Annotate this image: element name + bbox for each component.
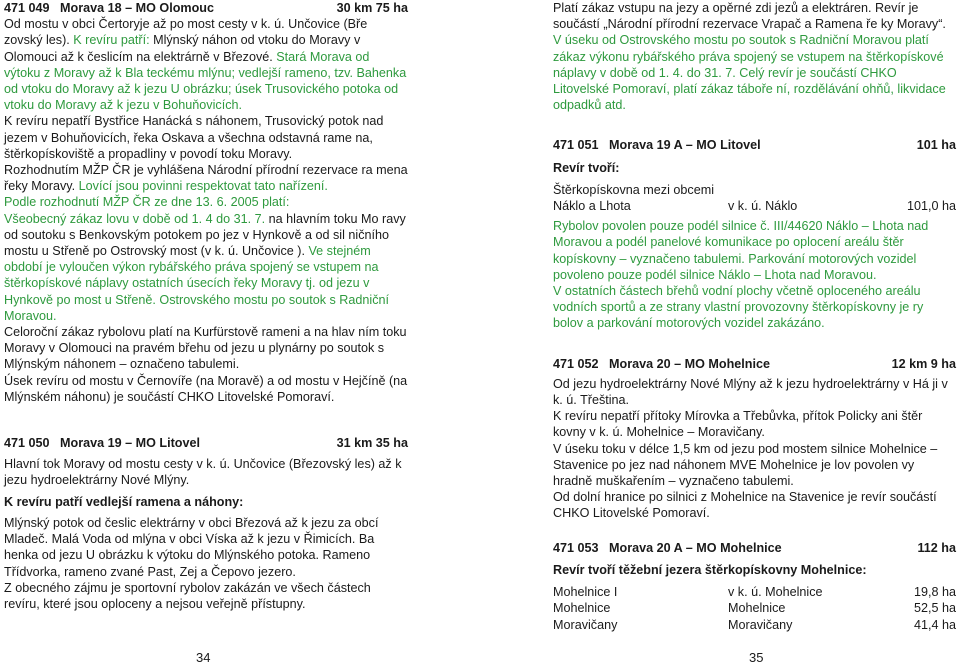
- section-471-049-year-ban: Celoroční zákaz rybolovu platí na Kurfürstově rameni a na hlav ním toku Moravy v Olomouci na pravém břehu od jezu u plynárny po soutok s Mlýnským náhonem – označeno tabulemi.: [4, 325, 407, 372]
- section-471-049-exclusions: K revíru nepatří Bystřice Hanácká s náhonem, Trusovický potok nad jezem v Bohuňovicích, řeka Oskava a všechna odstavná rame na, štěrkopískoviště a propadliny v povodí toku Moravy.: [4, 114, 384, 161]
- right-top-rules: Platí zákaz vstupu na jezy a opěrné zdi jezů a elektráren. Revír je součástí „Národní přírodní rezervace Vrapač a Ramena ře ky Moravy“. V úseku od Ostrovského mostu po soutok s Radniční Moravou platí zákaz výkonu rybářského práva spojený se vstupem na štěrkopískové náplavy v době od 1. 4. do 31. 7. Celý revír je součástí CHKO Litovelské Pomoraví, platí zákaz táboře ní, rozdělávání ohňů, likvidace odpadků atd.: [553, 1, 946, 113]
- section-471-052-body: Od jezu hydroelektrárny Nové Mlýny až k jezu hydroelektrárny v Há ji v k. ú. Třeština.: [553, 376, 948, 408]
- section-471-049-reserve: Rozhodnutím MŽP ČR je vyhlášena Národní přírodní rezervace ra mena řeky Moravy. Lovící jsou povinni respektovat tato nařízení.: [4, 163, 408, 194]
- section-471-050-heading: 471 050 Morava 19 – MO Litovel 31 km 35 ha: [4, 436, 408, 451]
- section-471-050-body: Hlavní tok Moravy od mostu cesty v k. ú. Unčovice (Březovský les) až k jezu hydroelektrárny Nové Mlýny.: [4, 457, 402, 488]
- section-471-049-chko: Úsek revíru od mostu v Černovíře (na Moravě) a od mostu v Hejčíně (na Mlýnském náhonu) je součástí CHKO Litovelské Pomoraví.: [4, 373, 408, 404]
- section-471-050-branches: Mlýnský potok od česlic elektrárny v obci Březová až k jezu za obcí Mladeč. Malá Voda od mlýna v obci Víska až k jezu v Řimicích. Ba henka od jezu U obrázku k výtoku do Mlýnského potoka. Rameno Třídvorka, rameno zvané Past, Zej a Čepovo jezero.: [4, 515, 379, 579]
- left-page-column: [4, 0, 408, 612]
- section-471-049-body: Od mostu v obci Čertoryje až po most cesty v k. ú. Unčovice (Bře zovský les). K revíru patří: Mlýnský náhon od vtoku do Moravy v Olomouci až k česlicím na elektrárně v Březové. Stará Morava od výtoku z Moravy až k Bla teckému mlýnu; vedlejší rameno, tzv. Bahenka od vtoku do Moravy až k jezu U obrázku; úsek Trusovického potoka od vtoku do Moravy až k jezu v Bohuňovicích.: [4, 17, 407, 113]
- lake-row: Moravičany Moravičany 41,4 ha: [553, 617, 956, 632]
- section-471-049-heading: 471 049 Morava 18 – MO Olomouc 30 km 75 ha: [4, 1, 408, 15]
- section-471-050-note: Z obecného zájmu je sportovní rybolov zakázán ve všech částech revíru, které jsou oploceny a nejsou veřejně přístupny.: [4, 580, 371, 611]
- section-471-053-heading: 471 053 Morava 20 A – MO Mohelnice 112 ha: [553, 540, 956, 555]
- section-471-052-exclusions: K revíru nepatří přítoky Mírovka a Třebůvka, přítok Policky ani štěr kovny v k. ú. Mohelnice – Moravičany.: [553, 409, 923, 440]
- section-471-051-prohibition: V ostatních částech břehů vodní plochy včetně oploceného areálu vodních sportů a ze strany vlastní provozovny štěrkopískovny je ry bolov a parkování motorových vozidel zakázáno.: [553, 284, 924, 331]
- lake-row: Mohelnice I v k. ú. Mohelnice 19,8 ha: [553, 585, 956, 600]
- section-471-050-subheading: K revíru patří vedlejší ramena a náhony:: [4, 494, 244, 509]
- section-471-049-ban: Všeobecný zákaz lovu v době od 1. 4 do 31. 7. na hlavním toku Mo ravy od soutoku s Benkovským potokem po jez v Hynkově a od sil ničního mostu u Střeně po Ostrovský most (v k. ú. Unčovice ). Ve stejném období je vyloučen výkon rybářského práva spojený se vstupem na štěrkopískové náplavy ostatních úsecích řeky Moravy tj. od jezu v Hynkově po most u Střeně. Ostrovského mostu po soutok s Radniční Moravou.: [4, 211, 406, 323]
- section-471-052-fly-fishing: V úseku toku v délce 1,5 km od jezu pod mostem silnice Mohelnice – Stavenice po jez nad náhonem MVE Mohelnice je lov povolen vy hradně muškařením – vyznačeno tabulemi.: [553, 441, 938, 489]
- section-471-052-chko: Od dolní hranice po silnici z Mohelnice na Stavenice je revír součástí CHKO Litovelské Pomoraví.: [553, 490, 937, 521]
- page-number-right: 35: [749, 650, 764, 665]
- page-number-left: 34: [196, 650, 211, 665]
- section-471-051-row: Náklo a Lhota v k. ú. Náklo 101,0 ha: [553, 199, 956, 214]
- section-471-049-decision: Podle rozhodnutí MŽP ČR ze dne 13. 6. 2005 platí:: [4, 195, 290, 210]
- right-page-column: [553, 0, 956, 633]
- section-471-051-subheading: Revír tvoří:: [553, 160, 620, 175]
- section-471-053-subheading: Revír tvoří těžební jezera štěrkopískovny Mohelnice:: [553, 562, 867, 577]
- lake-row: Mohelnice Mohelnice 52,5 ha: [553, 601, 956, 616]
- section-471-051-heading: 471 051 Morava 19 A – MO Litovel 101 ha: [553, 138, 956, 153]
- section-471-051-rules: Rybolov povolen pouze podél silnice č. III/44620 Náklo – Lhota nad Moravou a podél panelové komunikace po oplocení areálu štěr kopískovny – vyznačeno tabulemi. Parkování motorových vozidel povoleno pouze podél silnice Náklo – Lhota nad Moravou.: [553, 219, 929, 282]
- section-471-051-line1: Štěrkopískovna mezi obcemi: [553, 182, 714, 197]
- section-471-052-heading: 471 052 Morava 20 – MO Mohelnice 12 km 9 ha: [553, 356, 956, 371]
